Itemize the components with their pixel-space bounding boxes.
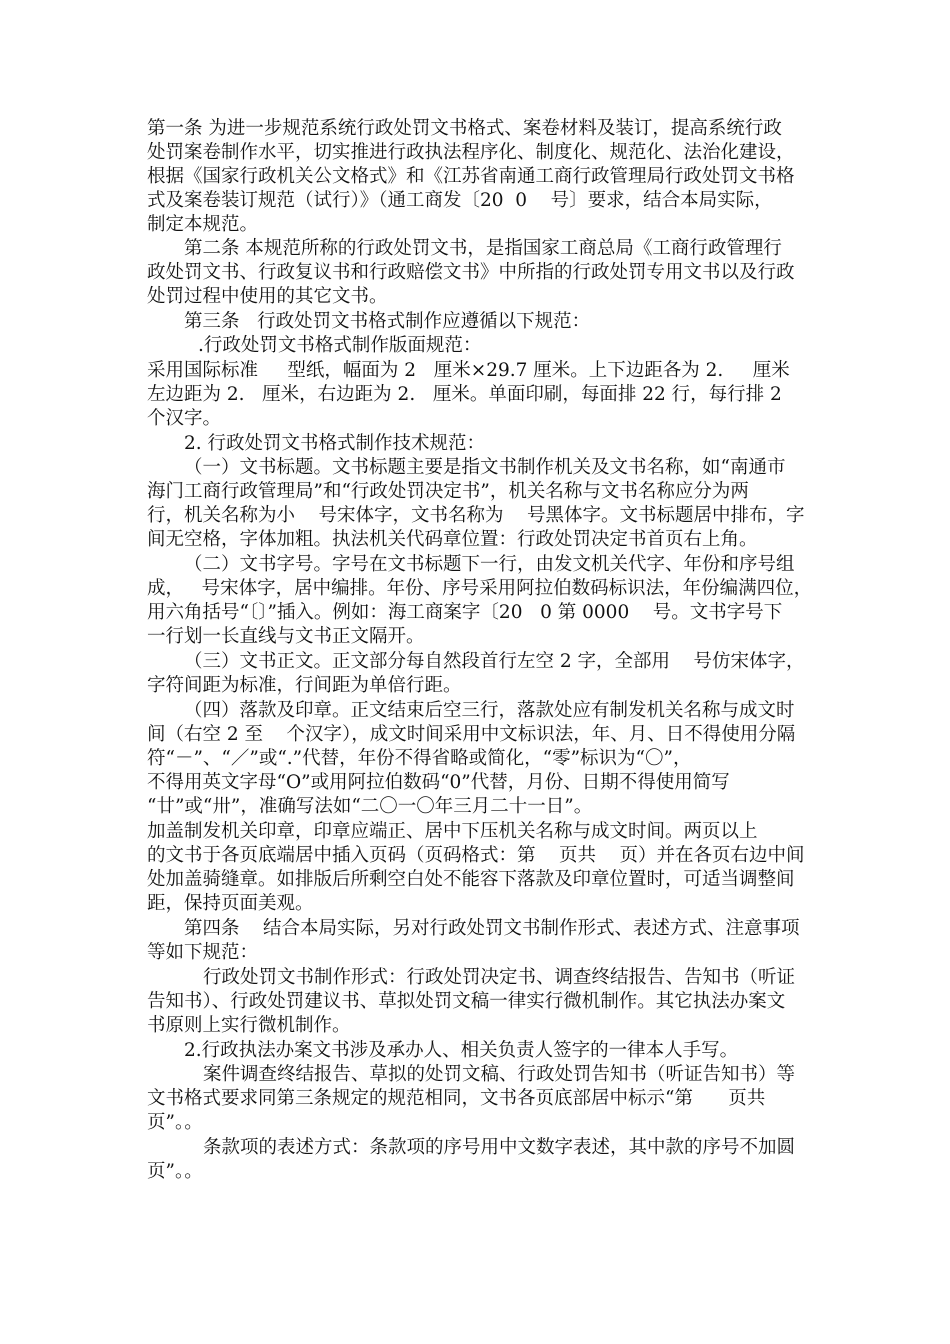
text-line: 一行划一长直线与文书正文隔开。 [147, 626, 425, 647]
text-line: 式及案卷装订规范（试行）》（通工商发〔20 0 号〕要求，结合本局实际， [147, 190, 773, 211]
text-line: 第三条 行政处罚文书格式制作应遵循以下规范： [184, 311, 591, 332]
text-line: 页”。。 [147, 1161, 203, 1182]
text-line: 不得用英文字母“O”或用阿拉伯数码“0”代替，月份、日期不得使用简写 [147, 772, 730, 793]
text-line: 行政处罚文书制作形式：行政处罚决定书、调查终结报告、告知书（听证 [203, 967, 796, 988]
text-line: 2.行政执法办案文书涉及承办人、相关负责人签字的一律本人手写。 [184, 1040, 739, 1061]
text-line: 距，保持页面美观。 [147, 893, 314, 914]
text-line: （一）文书标题。文书标题主要是指文书制作机关及文书名称，如“南通市 [184, 457, 786, 478]
text-line: 字符间距为标准，行间距为单倍行距。 [147, 675, 462, 696]
text-line: （三）文书正文。正文部分每自然段首行左空 2 字，全部用 号仿宋体字， [184, 651, 805, 672]
text-line: 2. 行政处罚文书格式制作技术规范： [184, 433, 486, 454]
text-line: （四）落款及印章。正文结束后空三行，落款处应有制发机关名称与成文时 [184, 700, 795, 721]
text-line: 第一条 为进一步规范系统行政处罚文书格式、案卷材料及装订，提高系统行政 [147, 118, 782, 139]
text-line: （二）文书字号。字号在文书标题下一行，由发文机关代字、年份和序号组 [184, 554, 795, 575]
text-line: 采用国际标准 型纸，幅面为 2 厘米×29.7 厘米。上下边距各为 2. 厘米 [147, 360, 790, 381]
text-line: 页”。。 [147, 1112, 203, 1133]
text-line: .行政处罚文书格式制作版面规范： [198, 335, 482, 356]
text-line: 成， 号宋体字，居中编排。年份、序号采用阿拉伯数码标识法，年份编满四位， [147, 578, 813, 599]
text-line: 加盖制发机关印章，印章应端正、居中下压机关名称与成文时间。两页以上 [147, 821, 758, 842]
text-line: 条款项的表述方式：条款项的序号用中文数字表述，其中款的序号不加圆 [203, 1137, 796, 1158]
text-line: 用六角括号“〔〕”插入。例如：海工商案字〔20 0 第 0000 号。文书字号下 [147, 602, 783, 623]
text-line: 文书格式要求同第三条规定的规范相同，文书各页底部居中标示“第 页共 [147, 1088, 766, 1109]
text-line: 告知书）、行政处罚建议书、草拟处罚文稿一律实行微机制作。其它执法办案文 [147, 991, 786, 1012]
text-line: 左边距为 2. 厘米，右边距为 2. 厘米。单面印刷，每面排 22 行，每行排 2 [147, 384, 782, 405]
text-line: 处罚案卷制作水平，切实推进行政执法程序化、制度化、规范化、法治化建设， [147, 142, 795, 163]
text-line: “廿”或“卅”，准确写法如“二〇一〇年三月二十一日”。 [147, 796, 593, 817]
text-line: 第二条 本规范所称的行政处罚文书，是指国家工商总局《工商行政管理行 [184, 238, 782, 259]
text-line: 处罚过程中使用的其它文书。 [147, 286, 388, 307]
text-line: 个汉字。 [147, 408, 222, 429]
text-line: 制定本规范。 [147, 214, 259, 235]
text-line: 案件调查终结报告、草拟的处罚文稿、行政处罚告知书（听证告知书）等 [203, 1064, 796, 1085]
text-line: 的文书于各页底端居中插入页码（页码格式：第 页共 页）并在各页右边中间 [147, 845, 805, 866]
text-line: 等如下规范： [147, 942, 259, 963]
text-line: 根据《国家行政机关公文格式》和《江苏省南通工商行政管理局行政处罚文书格 [147, 166, 795, 187]
text-line: 政处罚文书、行政复议书和行政赔偿文书》中所指的行政处罚专用文书以及行政 [147, 262, 795, 283]
text-line: 海门工商行政管理局”和“行政处罚决定书”，机关名称与文书名称应分为两 [147, 481, 749, 502]
text-line: 符“－”、“／”或“.”代替，年份不得省略或简化，“零”标识为“〇”， [147, 748, 692, 769]
text-line: 间（右空 2 至 个汉字），成文时间采用中文标识法，年、月、日不得使用分隔 [147, 724, 796, 745]
text-line: 书原则上实行微机制作。 [147, 1015, 351, 1036]
text-line: 第四条 结合本局实际，另对行政处罚文书制作形式、表述方式、注意事项 [184, 918, 800, 939]
text-line: 间无空格，字体加粗。执法机关代码章位置：行政处罚决定书首页右上角。 [147, 529, 758, 550]
text-line: 处加盖骑缝章。如排版后所剩空白处不能容下落款及印章位置时，可适当调整间 [147, 869, 795, 890]
text-line: 行，机关名称为小 号宋体字，文书名称为 号黑体字。文书标题居中排布，字 [147, 505, 805, 526]
